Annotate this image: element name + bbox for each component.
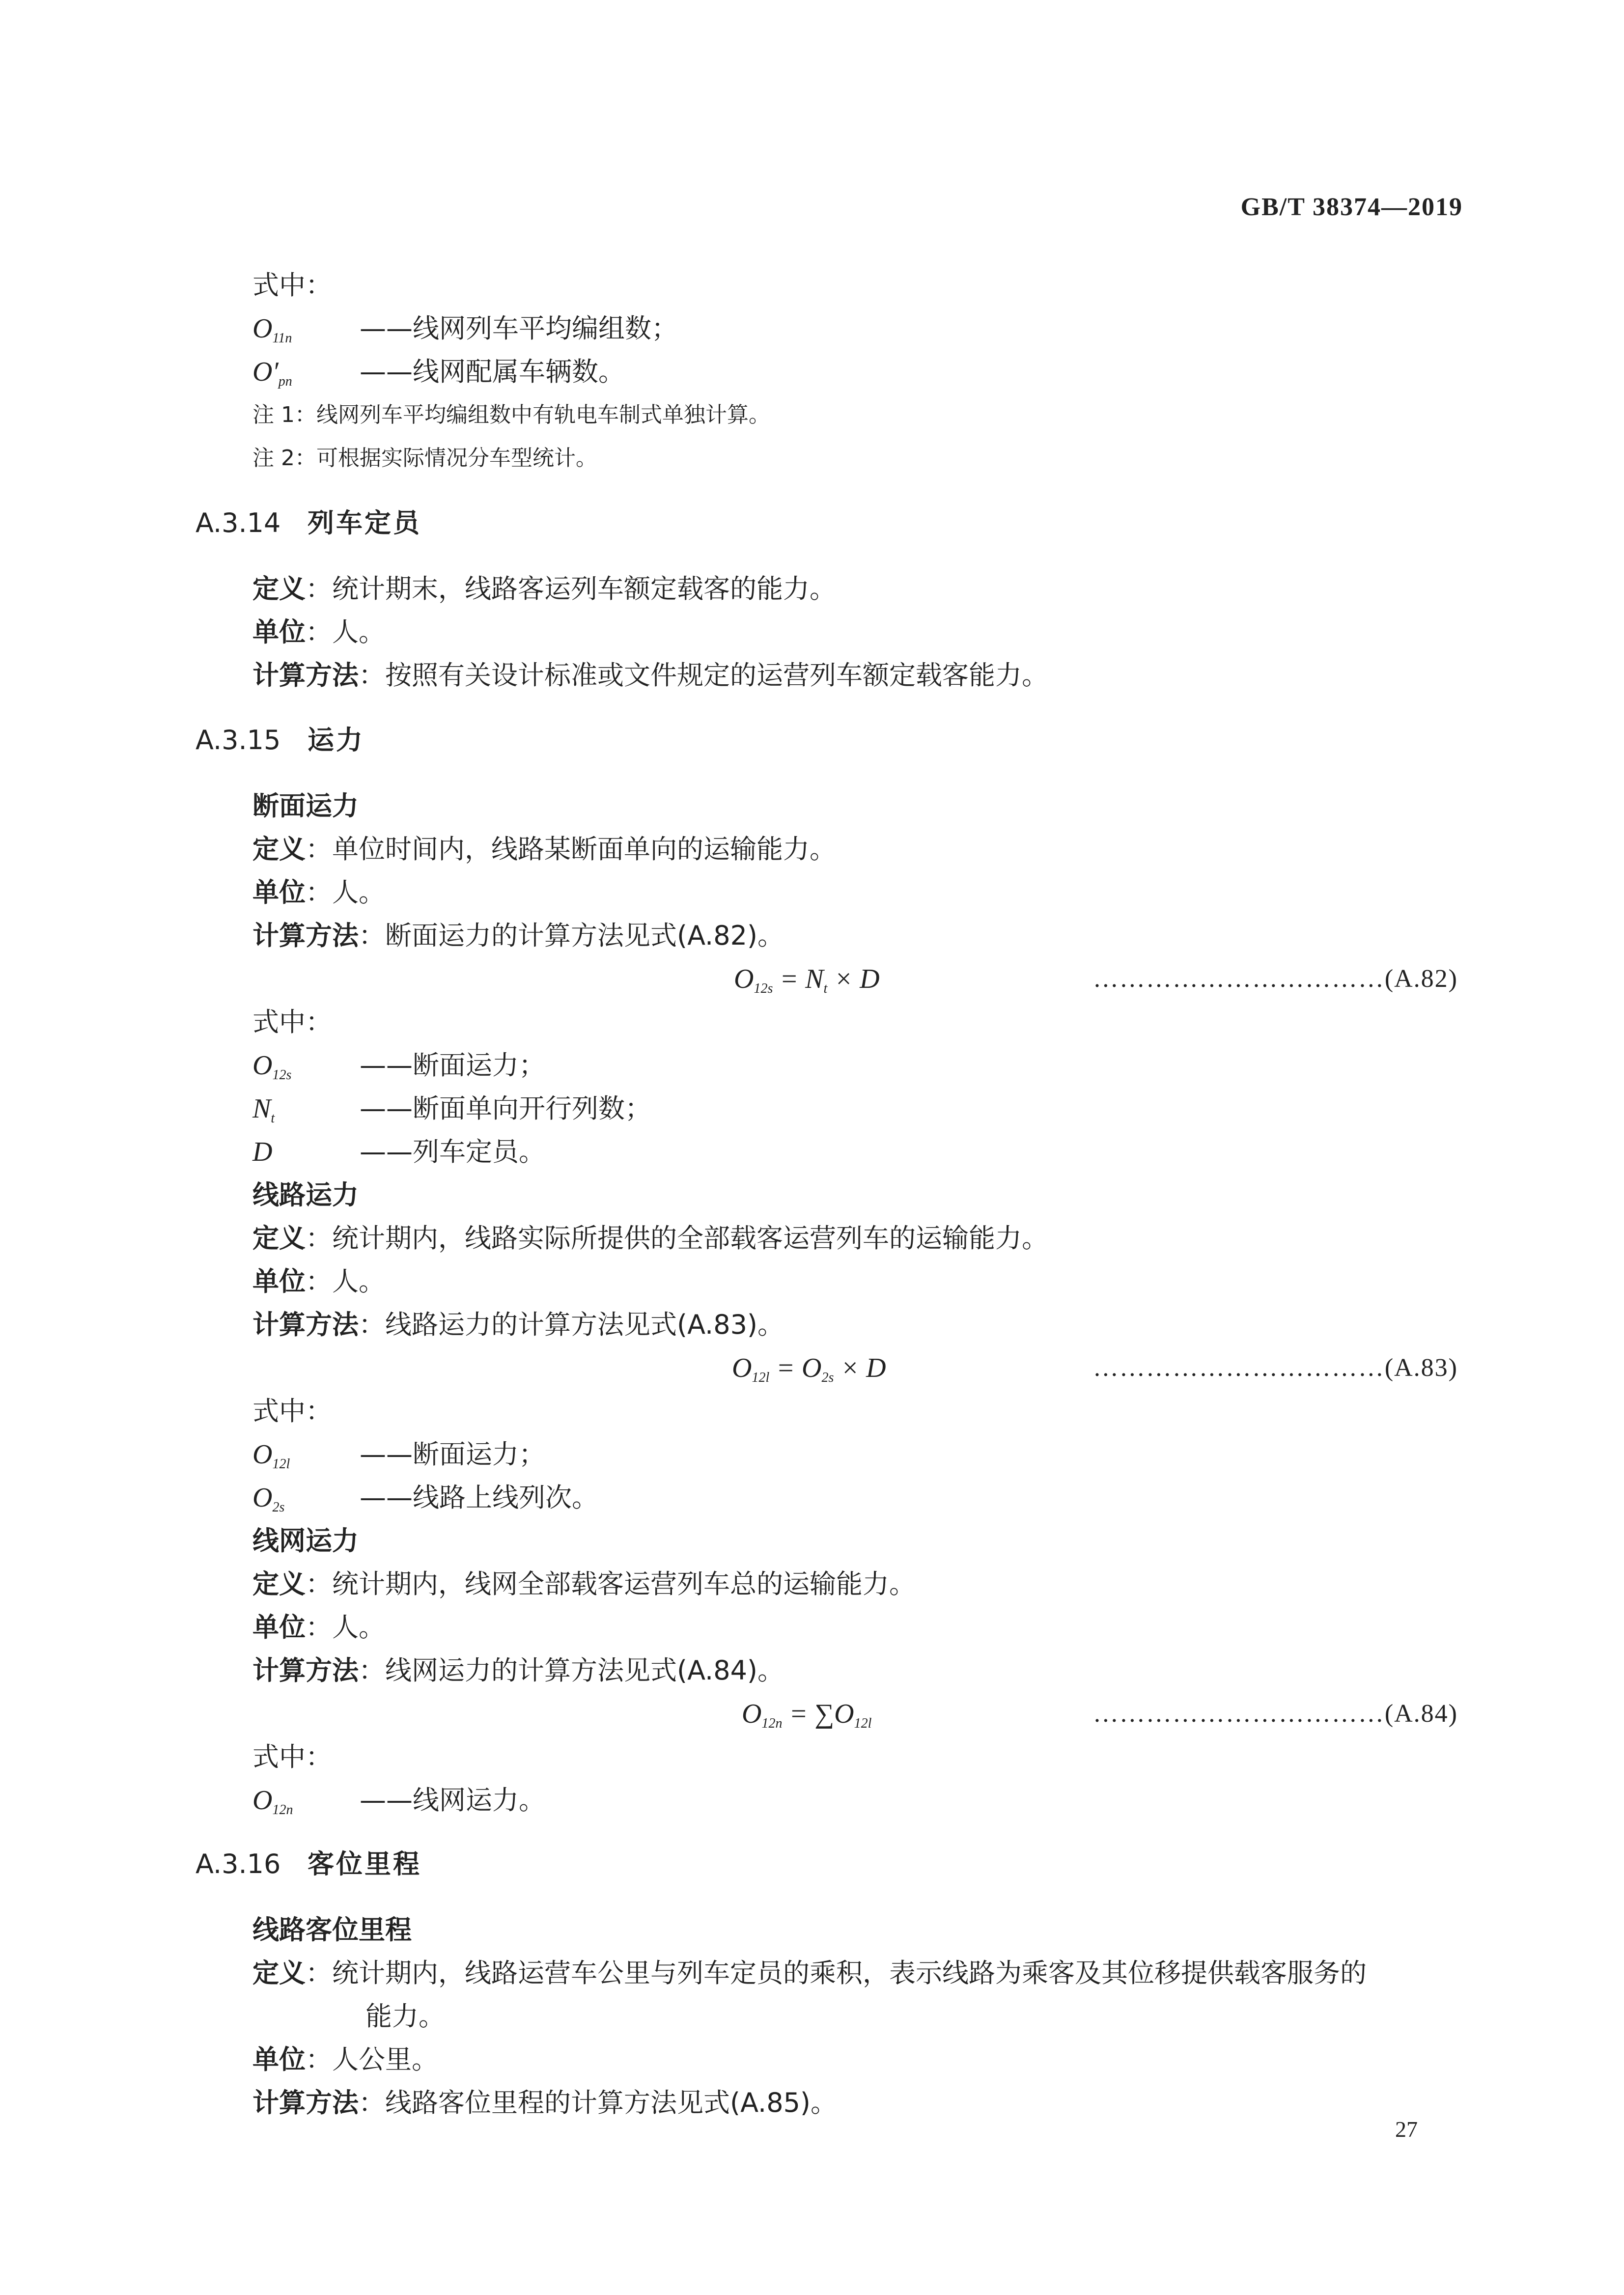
- unit-line: 单位：人。: [252, 877, 385, 908]
- equation-a82: $O_{12s} = N_t \times D$: [734, 964, 880, 996]
- definition-line: 定义：统计期内，线路运营车公里与列车定员的乘积，表示线路为乘客及其位移提供载客服务的: [252, 1958, 1367, 1988]
- calc-method-line: 计算方法：按照有关设计标准或文件规定的运营列车额定载客能力。: [252, 660, 1048, 691]
- section-heading: [196, 724, 364, 756]
- calc-method-line: 计算方法：线网运力的计算方法见式(A.84)。: [252, 1655, 784, 1686]
- equation-number: ……………………………(A.82): [1092, 965, 1458, 993]
- equation-number: ……………………………(A.83): [1092, 1354, 1458, 1382]
- definition-line: 定义：统计期内，线路实际所提供的全部载客运营列车的运输能力。: [252, 1223, 1048, 1254]
- section-number: A.3.15: [196, 725, 281, 756]
- section-title: 客位里程: [308, 1848, 421, 1879]
- var-def-row: [252, 1092, 651, 1135]
- var-desc: ——断面运力；: [360, 1439, 545, 1470]
- where-label: 式中：: [252, 1007, 332, 1037]
- var-def-row: [252, 356, 625, 398]
- section-heading: [196, 507, 421, 539]
- calc-method-line: 计算方法：线路运力的计算方法见式(A.83)。: [252, 1309, 784, 1340]
- equation-number: ……………………………(A.84): [1092, 1700, 1458, 1728]
- var-def-row: [252, 312, 678, 355]
- unit-line: 单位：人。: [252, 1266, 385, 1297]
- definition-line: 定义：统计期内，线网全部载客运营列车总的运输能力。: [252, 1568, 916, 1599]
- note-2: 注 2：可根据实际情况分车型统计。: [252, 446, 597, 471]
- section-number: A.3.14: [196, 507, 281, 538]
- calc-method-line: 计算方法：断面运力的计算方法见式(A.82)。: [252, 920, 784, 951]
- var-def-row: [252, 1049, 545, 1092]
- definition-line: 定义：统计期末，线路客运列车额定载客的能力。: [252, 573, 836, 604]
- equation-a83: $O_{12l} = O_{2s} \times D$: [732, 1353, 886, 1385]
- section-heading: [196, 1848, 421, 1880]
- var-symbol: $O_{12l}$: [252, 1439, 290, 1472]
- subsection-heading: 线路运力: [252, 1179, 359, 1210]
- subsection-heading: 线路客位里程: [252, 1914, 412, 1945]
- var-desc: ——线网列车平均编组数；: [360, 313, 678, 344]
- var-symbol: $O_{2s}$: [252, 1483, 285, 1515]
- var-symbol: $O'_{pn}$: [252, 357, 292, 389]
- var-symbol: D: [252, 1137, 273, 1167]
- definition-continuation: 能力。: [365, 2001, 445, 2032]
- var-desc: ——断面单向开行列数；: [360, 1093, 651, 1124]
- definition-line: 定义：单位时间内，线路某断面单向的运输能力。: [252, 834, 836, 865]
- var-symbol: $O_{12n}$: [252, 1785, 293, 1818]
- calc-method-line: 计算方法：线路客位里程的计算方法见式(A.85)。: [252, 2087, 838, 2118]
- var-symbol: $O_{11n}$: [252, 313, 292, 346]
- var-desc: ——断面运力；: [360, 1050, 545, 1081]
- var-def-row: [252, 1482, 598, 1524]
- var-desc: ——线网配属车辆数。: [360, 356, 625, 387]
- var-def-row: [252, 1784, 545, 1826]
- note-1: 注 1：线网列车平均编组数中有轨电车制式单独计算。: [252, 402, 770, 427]
- section-number: A.3.16: [196, 1848, 281, 1879]
- var-desc: ——列车定员。: [360, 1136, 545, 1167]
- section-title: 运力: [308, 725, 364, 756]
- where-label: 式中：: [252, 1396, 332, 1427]
- standard-number: GB/T 38374—2019: [1240, 193, 1463, 221]
- where-label: 式中：: [252, 270, 332, 301]
- var-desc: ——线路上线列次。: [360, 1482, 598, 1513]
- subsection-heading: 断面运力: [252, 790, 359, 821]
- where-label: 式中：: [252, 1741, 332, 1772]
- var-symbol: $O_{12s}$: [252, 1050, 292, 1083]
- var-symbol: $N_t$: [252, 1093, 275, 1126]
- section-title: 列车定员: [308, 507, 421, 538]
- unit-line: 单位：人公里。: [252, 2044, 438, 2075]
- equation-a84: $O_{12n} = \sum O_{12l}$: [742, 1699, 872, 1731]
- var-def-row: [252, 1136, 545, 1168]
- unit-line: 单位：人。: [252, 616, 385, 647]
- var-desc: ——线网运力。: [360, 1785, 545, 1816]
- subsection-heading: 线网运力: [252, 1525, 359, 1556]
- unit-line: 单位：人。: [252, 1612, 385, 1643]
- page-number: 27: [1395, 2117, 1418, 2142]
- var-def-row: [252, 1438, 545, 1481]
